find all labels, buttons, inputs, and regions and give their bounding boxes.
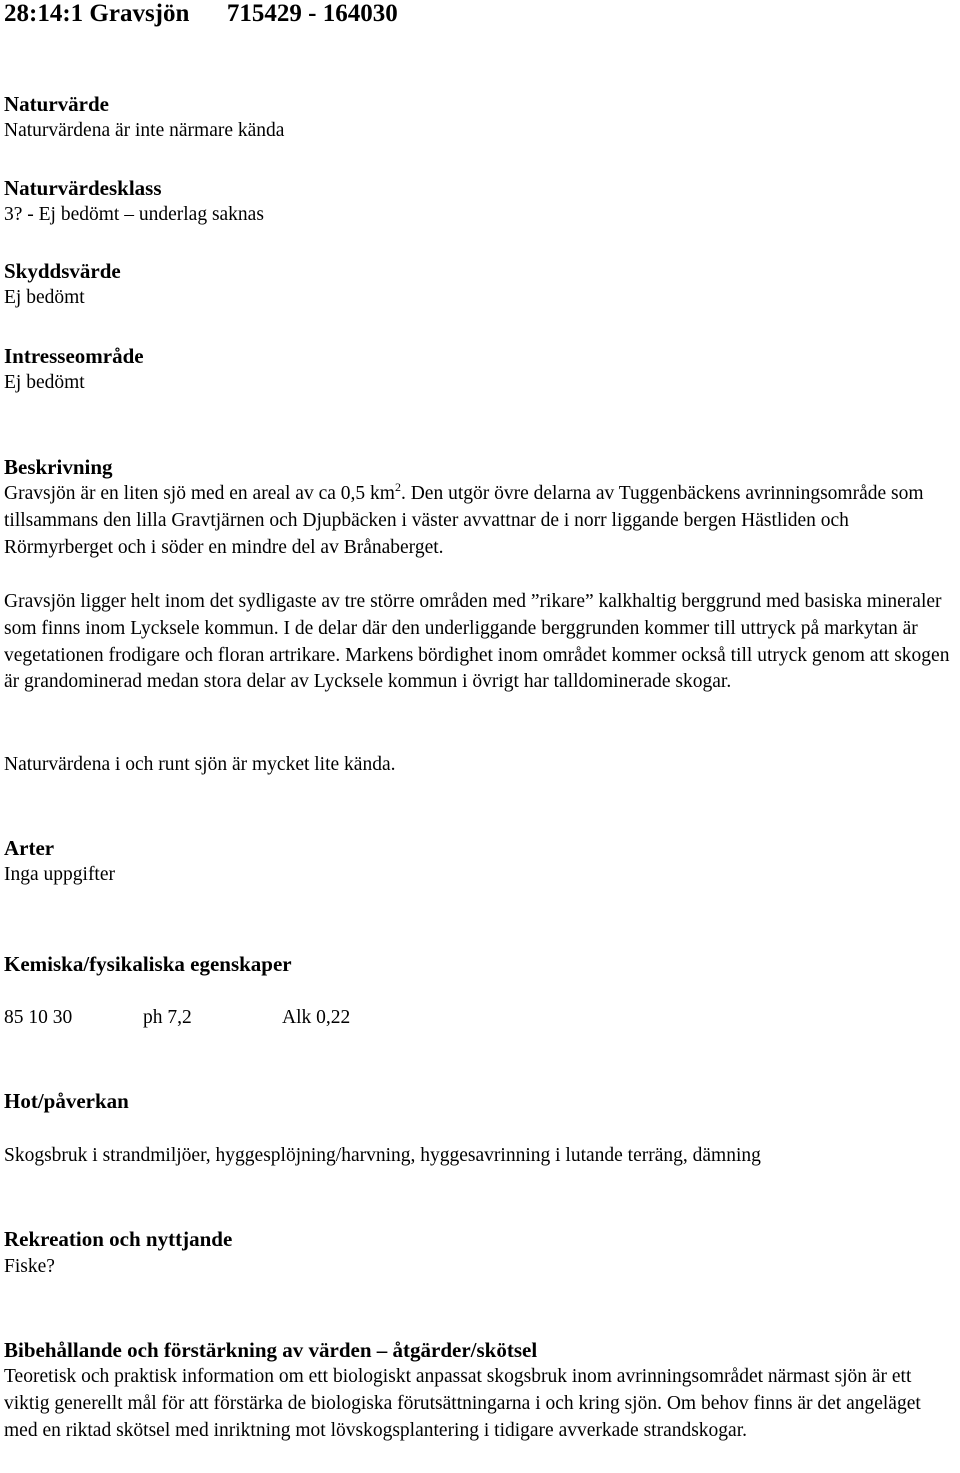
text-bibehallande: Teoretisk och praktisk information om ett biologiskt anpassat skogsbruk inom avrinningsområdet närmast sjön är ett viktig generellt mål för att förstärka de biologiska förutsättningarna i och kring sjön. Om behov finns är det angeläget med en riktad skötsel med inriktning mot lövskogsplantering i tidigare avverkade strandskogar.	[4, 1366, 921, 1441]
superscript-2: 2	[394, 480, 401, 494]
text-naturvardesklass: 3? - Ej bedömt – underlag saknas	[4, 204, 264, 225]
heading-naturvarde: Naturvärde	[4, 92, 109, 116]
text-hot: Skogsbruk i strandmiljöer, hyggesplöjning/harvning, hyggesavrinning i lutande terräng, dämning	[4, 1145, 761, 1166]
kemiska-value-ph: ph 7,2	[143, 1007, 192, 1028]
kemiska-value-alk: Alk 0,22	[282, 1007, 351, 1028]
kemiska-value-coords: 85 10 30	[4, 1007, 73, 1028]
text-beskrivning-p2: Gravsjön ligger helt inom det sydligaste av tre större områden med ”rikare” kalkhaltig berggrund med basiska mineraler som finns inom Lycksele kommun. I de delar där den underliggande berggrunden kommer till uttryck på markytan är vegetationen frodigare och floran artrikare. Markens bördighet inom området kommer också till utryck genom att skogen är grandominerad medan stora delar av Lycksele kommun i övrigt har talldominerade skogar.	[4, 591, 950, 693]
kemiska-values	[4, 1005, 956, 1032]
text-beskrivning-p1	[4, 481, 956, 561]
text-rekreation: Fiske?	[4, 1256, 55, 1277]
text-beskrivning-p3: Naturvärdena i och runt sjön är mycket lite kända.	[4, 754, 396, 775]
heading-kemiska: Kemiska/fysikaliska egenskaper	[4, 952, 292, 976]
heading-intresseomrade: Intresseområde	[4, 344, 144, 368]
text-intresseomrade: Ej bedömt	[4, 372, 85, 393]
text-arter: Inga uppgifter	[4, 864, 116, 885]
text-naturvarde: Naturvärdena är inte närmare kända	[4, 120, 285, 141]
heading-hot: Hot/påverkan	[4, 1089, 129, 1113]
heading-naturvardesklass: Naturvärdesklass	[4, 176, 162, 200]
text-skyddsvarde: Ej bedömt	[4, 287, 85, 308]
p1-part-a: Gravsjön är en liten sjö med en areal av ca 0,5 km	[4, 483, 395, 504]
heading-arter: Arter	[4, 836, 55, 860]
heading-rekreation: Rekreation och nyttjande	[4, 1227, 233, 1251]
heading-bibehallande: Bibehållande och förstärkning av värden – åtgärder/skötsel	[4, 1338, 538, 1362]
heading-beskrivning: Beskrivning	[4, 455, 113, 479]
page-title: 28:14:1 Gravsjön 715429 - 164030	[4, 0, 398, 27]
heading-skyddsvarde: Skyddsvärde	[4, 259, 121, 283]
p1-part-b: . Den utgör övre delarna av Tuggenbäckens avrinningsområde som tillsammans den lilla Gravtjärnen och Djupbäcken i väster avvattnar de i norr liggande bergen Hästliden och Rörmyrberget och i söder en mindre del av Brånaberget.	[4, 483, 924, 558]
